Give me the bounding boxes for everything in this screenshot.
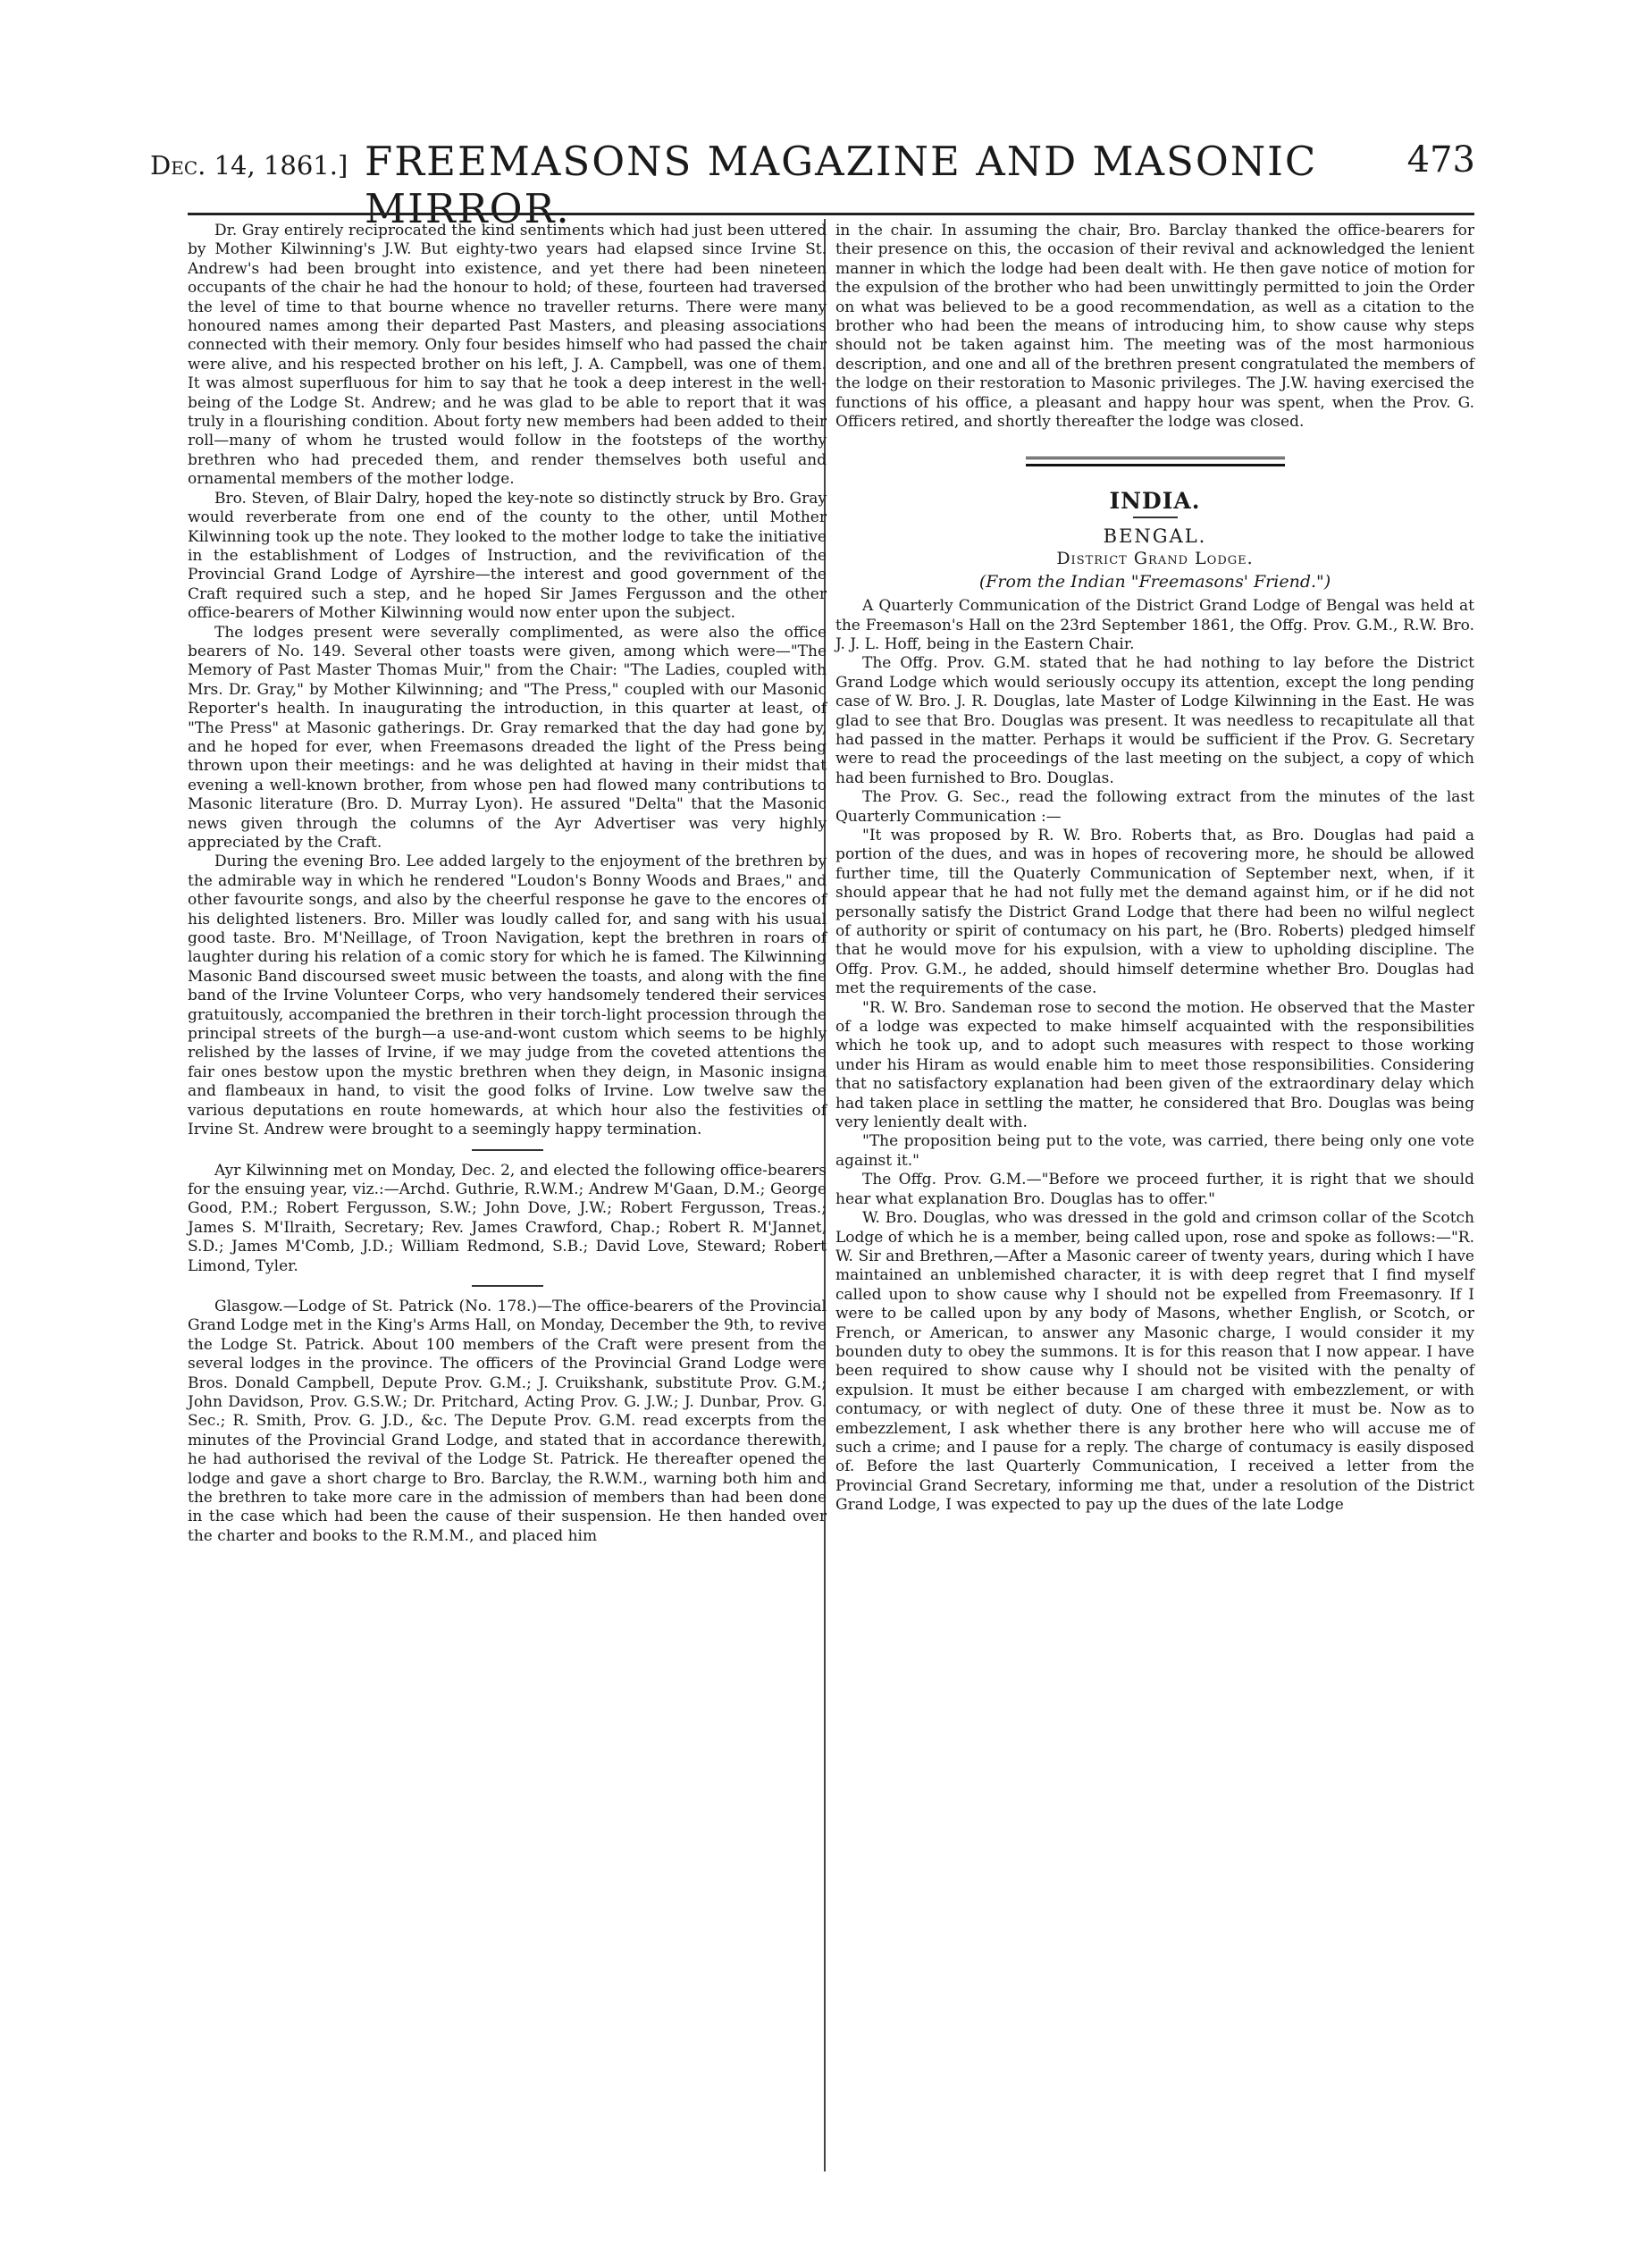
section-rule [1133,517,1178,518]
issue-date: Dec. 14, 1861.] [150,150,348,181]
section-title: INDIA. [1109,488,1201,515]
left-column [188,222,827,1546]
source-line: (From the Indian "Freemasons' Friend.") [978,571,1331,592]
paragraph: "The proposition being put to the vote, was carried, there being only one vote against it." [835,1132,1474,1170]
paragraph: Dr. Gray entirely reciprocated the kind sentiments which had just been uttered by Mother Kilwinning's J.W. But eighty-two years had elapsed since Irvine St. Andrew's had been brought into existence, and yet there had been nineteen occupants of the chair he had the honour to hold; of these, fourteen had traversed the level of time to that bourne whence no traveller returns. There were many honoured names among their departed Past Masters, and pleasing associations connected with their memory. Only four besides himself who had passed the chair were alive, and his respected brother on his left, J. A. Campbell, was one of them. It was almost superfluous for him to say that he took a deep interest in the well-being of the Lodge St. Andrew; and he was glad to be able to report that it was truly in a flourishing condition. About forty new members had been added to their roll—many of whom he trusted would follow in the footsteps of the worthy brethren who had preceded them, and render themselves both useful and ornamental members of the mother lodge. [188,222,827,489]
paragraph: Glasgow.—Lodge of St. Patrick (No. 178.)—The office-bearers of the Provincial Grand Lodge met in the King's Arms Hall, on Monday, December the 9th, to revive the Lodge St. Patrick. About 100 members of the Craft were present from the several lodges in the province. The officers of the Provincial Grand Lodge were Bros. Donald Campbell, Depute Prov. G.M.; J. Cruikshank, substitute Prov. G.M.; John Davidson, Prov. G.S.W.; Dr. Pritchard, Acting Prov. G. J.W.; J. Dunbar, Prov. G. Sec.; R. Smith, Prov. G. J.D., &c. The Depute Prov. G.M. read excerpts from the minutes of the Provincial Grand Lodge, and stated that in accordance therewith, he had authorised the revival of the Lodge St. Patrick. He thereafter opened the lodge and gave a short charge to Bro. Barclay, the R.W.M., warning both him and the brethren to take more care in the admission of members than had been done in the case which had been the cause of their suspension. He then handed over the charter and books to the R.M.M., and placed him [188,1297,827,1545]
paragraph: in the chair. In assuming the chair, Bro. Barclay thanked the office-bearers for their presence on this, the occasion of their revival and acknowledged the lenient manner in which the lodge had been dealt with. He then gave notice of motion for the expulsion of the brother who had been unwittingly permitted to join the Order on what was believed to be a good recommendation, as well as a citation to the brother who had been the means of introducing him, to show cause why steps should not be taken against him. The meeting was of the most harmonious description, and one and all of the brethren present congratulated the members of the lodge on their restoration to Masonic privileges. The J.W. having exercised the functions of his office, a pleasant and happy hour was spent, when the Prov. G. Officers retired, and shortly thereafter the lodge was closed. [835,222,1474,432]
paragraph: W. Bro. Douglas, who was dressed in the gold and crimson collar of the Scotch Lodge of which he is a member, being called upon, rose and spoke as follows:—"R. W. Sir and Brethren,—After a Masonic career of twenty years, during which I have maintained an unblemished character, it is with deep regret that I find myself called upon to show cause why I should not be expelled from Freemasonry. If I were to be called upon by any body of Masons, whether English, or Scotch, or French, or American, to answer any Masonic charge, I would consider it my bounden duty to obey the summons. It is for this reason that I now appear. I have been required to show cause why I should not be visited with the penalty of expulsion. It must be either because I am charged with embezzlement, or with contumacy, or with neglect of duty. One of these three it must be. Now as to embezzlement, I ask whether there is any brother here who will accuse me of such a crime; and I pause for a reply. The charge of contumacy is easily disposed of. Before the last Quarterly Communication, I received a letter from the Provincial Grand Secretary, informing me that, under a resolution of the District Grand Lodge, I was expected to pay up the dues of the late Lodge [835,1209,1474,1515]
section-rule [472,1285,543,1287]
paragraph: The Prov. G. Sec., read the following extract from the minutes of the last Quarterly Communication :— [835,788,1474,826]
paragraph: The lodges present were severally complimented, as were also the office bearers of No. 149. Several other toasts were given, among which were—"The Memory of Past Master Thomas Muir," from the Chair: "The Ladies, coupled with Mrs. Dr. Gray," by Mother Kilwinning; and "The Press," coupled with our Masonic Reporter's health. In inaugurating the introduction, in this quarter at least, of "The Press" at Masonic gatherings. Dr. Gray remarked that the day had gone by, and he hoped for ever, when Freemasons dreaded the light of the Press being thrown upon their meetings: and he was delighted at having in their midst that evening a well-known brother, from whose pen had flowed many contributions to Masonic literature (Bro. D. Murray Lyon). He assured "Delta" that the Masonic news given through the columns of the Ayr Advertiser was very highly appreciated by the Craft. [188,623,827,852]
magazine-title: FREEMASONS MAGAZINE AND MASONIC MIRROR. [365,138,1318,232]
paragraph: The Offg. Prov. G.M. stated that he had nothing to lay before the District Grand Lodge which would seriously occupy its attention, except the long pending case of W. Bro. J. R. Douglas, late Master of Lodge Kilwinning in the East. He was glad to see that Bro. Douglas was present. It was needless to recapitulate all that had passed in the matter. Perhaps it would be sufficient if the Prov. G. Secretary were to read the proceedings of the last meeting on the subject, a copy of which had been furnished to Bro. Douglas. [835,654,1474,787]
paragraph: "R. W. Bro. Sandeman rose to second the motion. He observed that the Master of a lodge was expected to make himself acquainted with the responsibilities which he took up, and to adopt such measures with respect to those working under his Hiram as would enable him to meet those responsibilities. Considering that no satisfactory explanation had been given of the extraordinary delay which had taken place in settling the matter, he considered that Bro. Douglas was being very leniently dealt with. [835,998,1474,1132]
header-rule [188,213,1474,215]
sub-title-2: District Grand Lodge. [1056,549,1254,569]
section-rule [472,1149,543,1151]
page-number: 473 [1406,139,1475,181]
sub-title: BENGAL. [1103,525,1207,547]
page-header [150,134,1475,232]
double-rule [1026,457,1285,466]
paragraph: "It was proposed by R. W. Bro. Roberts that, as Bro. Douglas had paid a portion of the dues, and was in hopes of recovering more, he should be allowed further time, till the Quaterly Communication of September next, when, if it should appear that he had not fully met the demand against him, or if he did not personally satisfy the District Grand Lodge that there had been no wilful neglect of authority or spirit of contumacy on his part, he (Bro. Roberts) pledged himself that he would move for his expulsion, with a view to upholding discipline. The Offg. Prov. G.M., he added, should himself determine whether Bro. Douglas had met the requirements of the case. [835,826,1474,998]
paragraph: The Offg. Prov. G.M.—"Before we proceed further, it is right that we should hear what explanation Bro. Douglas has to offer." [835,1171,1474,1208]
paragraph: Ayr Kilwinning met on Monday, Dec. 2, and elected the following office-bearers for the ensuing year, viz.:—Archd. Guthrie, R.W.M.; Andrew M'Gaan, D.M.; George Good, P.M.; Robert Fergusson, S.W.; John Dove, J.W.; Robert Fergusson, Treas.; James S. M'Ilraith, Secretary; Rev. James Crawford, Chap.; Robert R. M'Jannet, S.D.; James M'Comb, J.D.; William Redmond, S.B.; David Love, Steward; Robert Limond, Tyler. [188,1161,827,1275]
paragraph: A Quarterly Communication of the District Grand Lodge of Bengal was held at the Freemason's Hall on the 23rd September 1861, the Offg. Prov. G.M., R.W. Bro. J. J. L. Hoff, being in the Eastern Chair. [835,597,1474,653]
paragraph: During the evening Bro. Lee added largely to the enjoyment of the brethren by the admirable way in which he rendered "Loudon's Bonny Woods and Braes," and other favourite songs, and also by the cheerful response he gave to the encores of his delighted listeners. Bro. Miller was loudly called for, and sang with his usual good taste. Bro. M'Neillage, of Troon Navigation, kept the brethren in roars of laughter during his relation of a comic story for which he is famed. The Kilwinning Masonic Band discoursed sweet music between the toasts, and along with the fine band of the Irvine Volunteer Corps, who very handsomely tendered their services gratuitously, accompanied the brethren in their torch-light procession through the principal streets of the burgh—a use-and-wont custom which seems to be highly relished by the lasses of Irvine, if we may judge from the coveted attentions the fair ones bestow upon the mystic brethren when they deign, in Masonic insigna and flambeaux in hand, to visit the good folks of Irvine. Low twelve saw the various deputations en route homewards, at which hour also the festivities of Irvine St. Andrew were brought to a seemingly happy termination. [188,853,827,1139]
right-column [835,222,1474,1516]
paragraph: Bro. Steven, of Blair Dalry, hoped the key-note so distinctly struck by Bro. Gray would reverberate from one end of the county to the other, until Mother Kilwinning took up the note. They looked to the mother lodge to take the initiative in the establishment of Lodges of Instruction, and the revivification of the Provincial Grand Lodge of Ayrshire—the interest and good government of the Craft required such a step, and he hoped Sir James Fergusson and the other office-bearers of Mother Kilwinning would now enter upon the subject. [188,489,827,623]
